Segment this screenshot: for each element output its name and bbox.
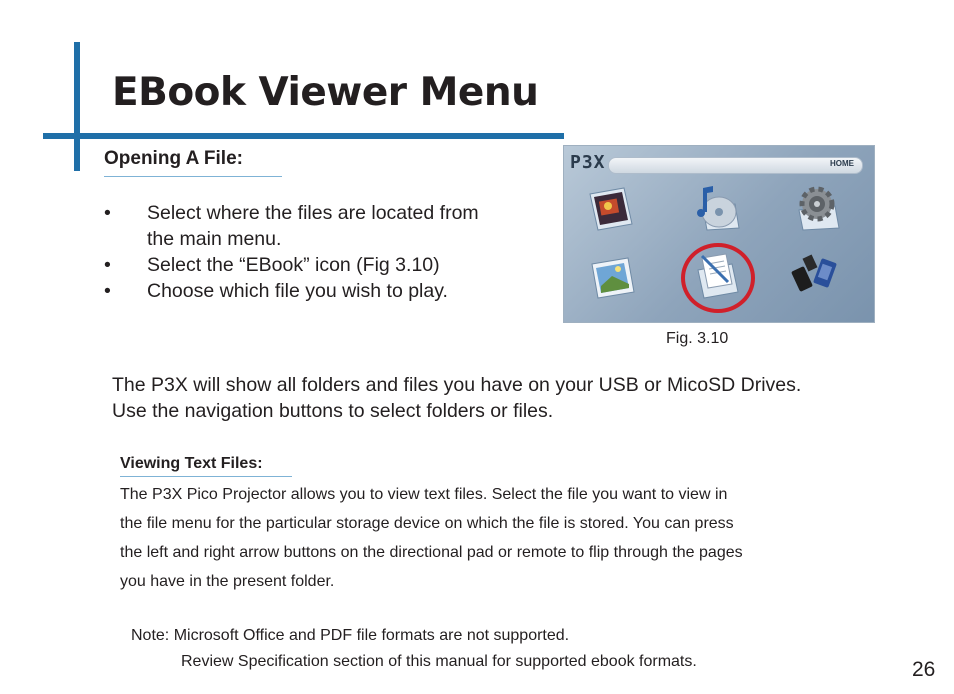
- list-item: [104, 252, 544, 278]
- cable-icon: [789, 250, 843, 300]
- list-item-line: the main menu.: [147, 228, 282, 250]
- photo-icon: [584, 250, 638, 300]
- viewing-line: you have in the present folder.: [120, 573, 335, 590]
- ebook-highlight-ring: [681, 243, 755, 313]
- note-line-1: Note: Microsoft Office and PDF file formats are not supported.: [131, 627, 570, 644]
- projector-menu-screenshot: [563, 145, 875, 323]
- bullet-marker: •: [104, 202, 111, 224]
- instruction-list: [104, 200, 544, 304]
- opening-file-heading: [104, 148, 243, 170]
- accent-vertical-bar: [74, 42, 80, 171]
- p3x-logo: P3X: [570, 152, 606, 173]
- heading-underline: [104, 176, 282, 177]
- viewing-heading-text: Viewing Text Files:: [120, 455, 263, 472]
- list-item-line: Select where the files are located from: [147, 202, 479, 224]
- viewing-line: The P3X Pico Projector allows you to view text files. Select the file you want to view in: [120, 486, 728, 503]
- figure-caption: Fig. 3.10: [666, 330, 729, 347]
- note-block: [131, 623, 697, 675]
- page-title: EBook Viewer Menu: [112, 70, 539, 115]
- viewing-paragraph: [120, 480, 890, 596]
- bullet-marker: •: [104, 280, 111, 302]
- list-item-line: Choose which file you wish to play.: [147, 280, 448, 302]
- gear-icon: [789, 182, 843, 232]
- heading-underline: [120, 476, 292, 477]
- bullet-marker: •: [104, 254, 111, 276]
- viewing-text-files-heading: [120, 455, 263, 473]
- viewing-line: the file menu for the particular storage device on which the file is stored. You can press: [120, 515, 734, 532]
- music-cd-icon: [689, 182, 743, 232]
- list-item: [104, 200, 544, 252]
- intro-line: The P3X will show all folders and files you have on your USB or MicoSD Drives.: [112, 374, 802, 396]
- home-label: HOME: [830, 159, 854, 168]
- note-line-2: Review Specification section of this manual for supported ebook formats.: [181, 653, 697, 670]
- intro-paragraph: [112, 372, 801, 424]
- viewing-line: the left and right arrow buttons on the directional pad or remote to flip through the pages: [120, 544, 743, 561]
- list-item-line: Select the “EBook” icon (Fig 3.10): [147, 254, 440, 276]
- top-bar: [608, 157, 863, 174]
- film-icon: [584, 184, 638, 234]
- intro-line: Use the navigation buttons to select folders or files.: [112, 400, 554, 422]
- accent-horizontal-bar: [43, 133, 564, 139]
- page-number: 26: [912, 658, 936, 681]
- list-item: [104, 278, 544, 304]
- opening-file-heading-text: Opening A File:: [104, 148, 243, 169]
